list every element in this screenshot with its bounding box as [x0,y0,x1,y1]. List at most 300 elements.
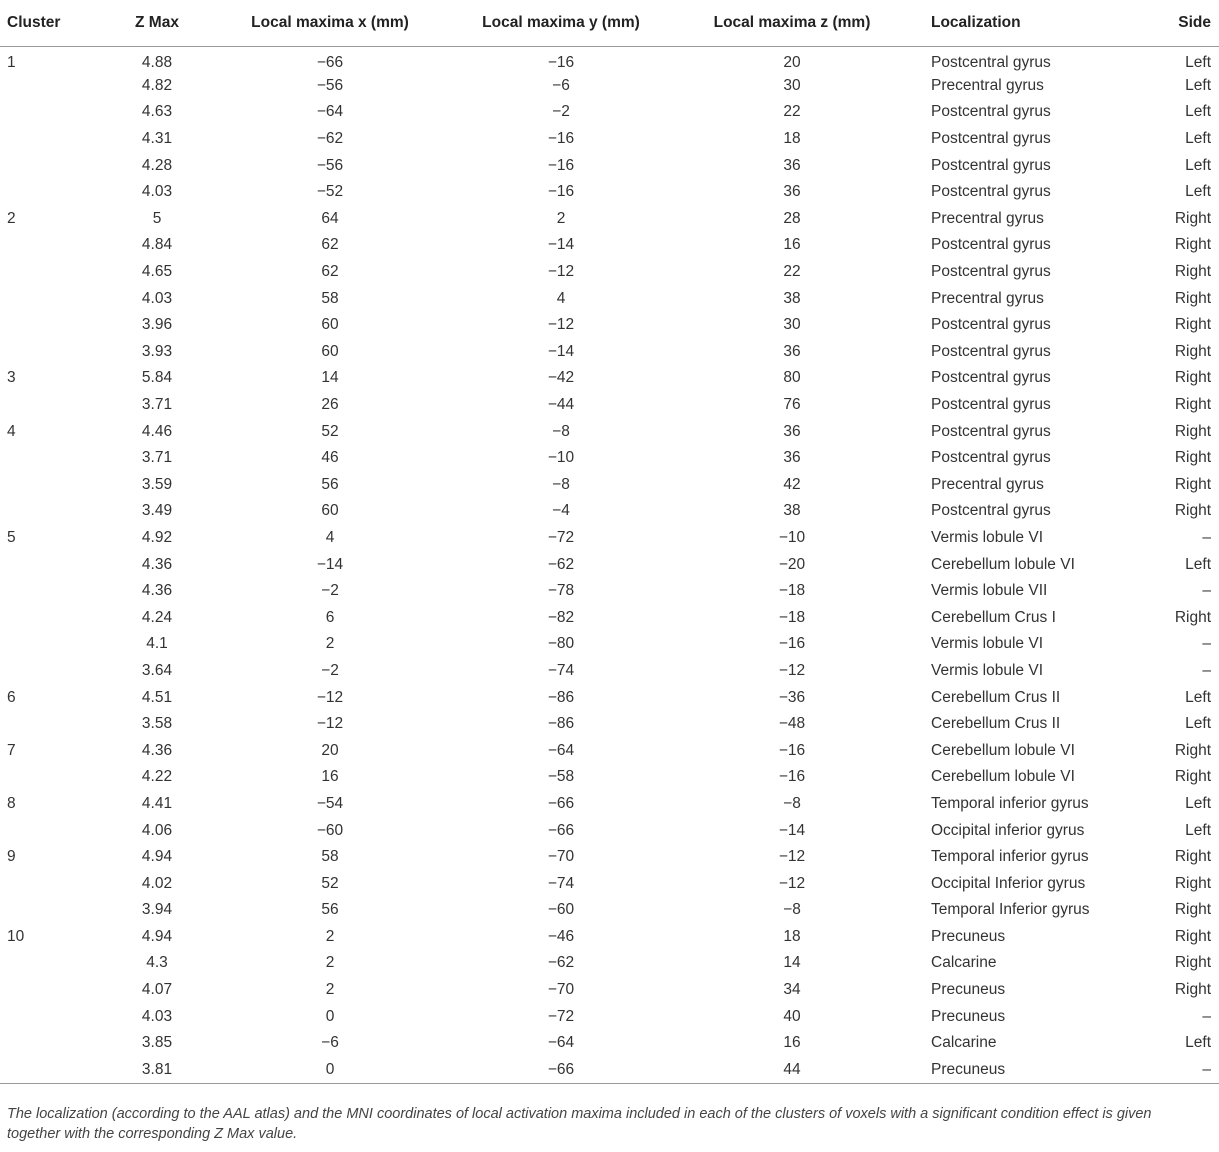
cell-zmax: 4.36 [141,741,173,759]
cell-cluster [0,498,119,525]
cell-cluster [0,764,119,791]
cell-z: −16 [778,741,806,759]
cell-zmax: 4.07 [141,981,173,999]
cell-zmax: 3.81 [119,1057,195,1084]
cell-localization: Vermis lobule VII [931,582,1048,600]
cell-zmax: 4.03 [141,289,173,307]
cell-zmax: 3.71 [141,449,173,467]
cell-z: 36 [783,183,801,201]
cell-localization: Temporal inferior gyrus [931,794,1089,812]
cell-cluster: 7 [7,741,16,759]
cell-zmax: 4.02 [141,874,173,892]
cell-localization: Precuneus [931,1007,1006,1025]
cell-localization: Postcentral gyrus [931,53,1051,71]
cell-z: 20 [783,53,801,71]
cell-cluster: 8 [7,794,16,812]
cell-x: −12 [316,715,344,733]
cell-x: 6 [325,608,335,626]
cell-cluster [0,99,119,126]
cell-z: 36 [783,449,801,467]
header-cluster: Cluster [0,0,119,46]
cell-localization: Calcarine [931,954,997,972]
cell-y: −16 [547,156,575,174]
table-row [0,551,1219,578]
cell-cluster [0,711,119,738]
cell-z: −14 [778,821,806,839]
cell-y: −6 [552,76,570,94]
cell-x: 52 [321,422,339,440]
cell-zmax: 4.28 [141,156,173,174]
cell-cluster [0,551,119,578]
table-row [0,897,1219,924]
cell-cluster [0,1003,119,1030]
cell-z: 22 [783,103,801,121]
table-row [0,658,1219,685]
cell-zmax: 4.3 [146,954,168,972]
cell-x: −12 [316,688,344,706]
cell-y: −80 [547,635,575,653]
cell-cluster [0,604,119,631]
cell-x: 56 [321,475,339,493]
cell-x: 0 [325,1007,335,1025]
cell-z: 30 [783,316,801,334]
cell-x: 20 [321,741,339,759]
cell-x: 0 [195,1057,465,1084]
cell-y: −78 [547,582,575,600]
cell-y: −64 [547,741,575,759]
cell-cluster [0,817,119,844]
cell-z: 34 [783,981,801,999]
cell-y: −74 [547,874,575,892]
cell-y: −10 [547,449,575,467]
cell-side: Right [1174,874,1211,892]
cell-side: Right [1174,901,1211,919]
table-footnote: The localization (according to the AAL atlas) and the MNI coordinates of local activation maxima included in each of the clusters of voxels with a significant condition effect is given together with the corresponding Z Max value. [7,1106,1152,1142]
cell-y: −70 [547,848,575,866]
cell-x: 62 [321,263,339,281]
cell-y: −16 [547,183,575,201]
cell-cluster [0,870,119,897]
table-row [0,1003,1219,1030]
cell-x: 62 [321,236,339,254]
cell-side: Left [1185,183,1211,201]
cell-cluster [0,152,119,179]
cell-z: −8 [783,901,801,919]
cell-cluster [0,658,119,685]
table-row [0,711,1219,738]
cell-x: 14 [321,369,339,387]
cell-z: −12 [778,848,806,866]
cell-zmax: 4.92 [141,528,173,546]
cell-side: Right [1174,449,1211,467]
cell-cluster [0,977,119,1004]
cell-side: Right [1174,422,1211,440]
cell-z: 76 [783,396,801,414]
cell-localization: Precentral gyrus [931,76,1044,94]
cell-z: −16 [778,635,806,653]
cell-x: −14 [316,555,344,573]
cell-x: 2 [325,954,335,972]
cell-side: – [1202,528,1211,546]
cell-localization: Cerebellum lobule VI [931,555,1075,573]
cell-cluster: 10 [7,927,25,945]
cell-cluster [0,73,119,100]
cell-y: −8 [552,422,570,440]
cell-x: 16 [321,768,339,786]
cell-side: Left [1185,794,1211,812]
cell-x: 4 [325,528,335,546]
header-side: Side [1121,0,1219,46]
cell-z: −48 [778,715,806,733]
cell-side: Right [1174,263,1211,281]
cell-x: −2 [321,661,339,679]
cell-side: Left [1185,715,1211,733]
cell-localization: Temporal inferior gyrus [931,848,1089,866]
cell-y: −82 [547,608,575,626]
cell-x: −2 [321,582,339,600]
cell-y: −2 [552,103,570,121]
cell-x: 2 [325,927,335,945]
cell-zmax: 4.24 [141,608,173,626]
cell-side: – [1202,1007,1211,1025]
cell-cluster [0,392,119,419]
table-row [0,1030,1219,1057]
table-row [0,259,1219,286]
cell-y: −64 [547,1034,575,1052]
cell-side: Left [1185,130,1211,148]
cell-zmax: 3.64 [141,661,173,679]
cell-cluster: 1 [7,53,16,71]
cell-zmax: 3.59 [141,475,173,493]
cell-cluster [0,578,119,605]
cell-side: Left [1185,688,1211,706]
cell-localization: Postcentral gyrus [931,156,1051,174]
cell-zmax: 4.1 [146,635,168,653]
cell-cluster: 5 [7,528,16,546]
table-row [0,817,1219,844]
cell-localization: Precuneus [931,981,1006,999]
table-row [0,578,1219,605]
cell-zmax: 4.36 [141,555,173,573]
table-row [0,924,1219,951]
cell-zmax: 4.41 [141,794,173,812]
cell-y: −66 [547,794,575,812]
cell-localization: Cerebellum lobule VI [931,741,1075,759]
cell-localization: Postcentral gyrus [931,449,1051,467]
cell-y: −72 [547,1007,575,1025]
cell-z: 40 [783,1007,801,1025]
cell-side: Right [1174,316,1211,334]
table-row [0,977,1219,1004]
cell-zmax: 5 [152,209,162,227]
header-localization: Localization [927,0,1121,46]
cell-z: −16 [778,768,806,786]
cell-cluster [0,631,119,658]
cell-localization: Postcentral gyrus [931,103,1051,121]
table-row [0,339,1219,366]
cell-x: 52 [321,874,339,892]
cell-x: 60 [321,316,339,334]
cell-z: 44 [657,1057,927,1084]
table-row [0,126,1219,153]
cell-zmax: 4.31 [141,130,173,148]
table-body [0,46,1219,1083]
table-row [0,472,1219,499]
cell-y: 2 [556,209,566,227]
table-row [0,498,1219,525]
cell-zmax: 4.03 [141,183,173,201]
cell-z: 38 [783,502,801,520]
cell-x: −56 [316,156,344,174]
cell-localization: Precuneus [931,927,1006,945]
cell-z: 80 [783,369,801,387]
cell-localization: Occipital Inferior gyrus [931,874,1086,892]
table-row [0,445,1219,472]
cell-z: 28 [783,209,801,227]
cell-z: 36 [783,156,801,174]
cell-side: Left [1185,1034,1211,1052]
table-row [0,844,1219,871]
cell-y: −12 [547,316,575,334]
cell-y: −70 [547,981,575,999]
cell-side: Left [1185,103,1211,121]
cell-localization: Cerebellum Crus II [931,688,1061,706]
cell-zmax: 4.03 [141,1007,173,1025]
cell-localization: Vermis lobule VI [931,661,1043,679]
cell-y: −72 [547,528,575,546]
cell-localization: Postcentral gyrus [931,342,1051,360]
cell-zmax: 4.82 [141,76,173,94]
cell-side: Right [1174,981,1211,999]
cell-side: Right [1174,209,1211,227]
cell-z: 16 [783,1034,801,1052]
cell-zmax: 4.63 [141,103,173,121]
cell-cluster: 9 [7,848,16,866]
cell-y: −16 [547,53,575,71]
cell-x: 58 [321,289,339,307]
cell-side: Right [1174,608,1211,626]
cell-x: 2 [325,635,335,653]
cell-localization: Postcentral gyrus [931,422,1051,440]
cell-side: Right [1174,475,1211,493]
cell-side: Right [1174,768,1211,786]
cell-y: −12 [547,263,575,281]
cell-y: −58 [547,768,575,786]
cell-zmax: 3.58 [141,715,173,733]
table-row [0,791,1219,818]
cell-zmax: 3.85 [141,1034,173,1052]
cell-z: −18 [778,582,806,600]
cell-x: −66 [316,53,344,71]
table-row [0,73,1219,100]
cell-y: −86 [547,715,575,733]
cell-zmax: 4.46 [141,422,173,440]
cell-z: 14 [783,954,801,972]
table-row [0,179,1219,206]
cell-localization: Vermis lobule VI [931,528,1043,546]
header-y: Local maxima y (mm) [465,0,657,46]
cell-x: −52 [316,183,344,201]
table-row [0,46,1219,73]
cell-cluster [0,472,119,499]
cell-zmax: 3.93 [141,342,173,360]
table-row [0,206,1219,233]
header-row [0,0,1219,46]
cell-localization: Temporal Inferior gyrus [931,901,1090,919]
cell-localization: Postcentral gyrus [931,263,1051,281]
cell-cluster [0,1030,119,1057]
cell-z: 42 [783,475,801,493]
table-row [0,418,1219,445]
cell-y: −8 [552,475,570,493]
cell-side: Right [1174,927,1211,945]
cell-cluster [0,339,119,366]
cell-side: Right [1174,741,1211,759]
cell-cluster [0,232,119,259]
cell-x: 46 [321,449,339,467]
cell-side: Right [1174,342,1211,360]
cell-z: 18 [783,130,801,148]
header-z: Local maxima z (mm) [657,0,927,46]
table-row [0,312,1219,339]
cell-y: −44 [547,396,575,414]
cell-localization: Postcentral gyrus [931,396,1051,414]
cell-y: −16 [547,130,575,148]
cell-y: −42 [547,369,575,387]
cell-z: −10 [778,528,806,546]
cell-localization: Cerebellum Crus II [931,715,1061,733]
cell-z: −20 [778,555,806,573]
table-row [0,764,1219,791]
cell-zmax: 4.22 [141,768,173,786]
cell-z: 36 [783,422,801,440]
cell-zmax: 3.96 [141,316,173,334]
cell-y: −4 [552,502,570,520]
cell-x: −6 [321,1034,339,1052]
cell-localization: Occipital inferior gyrus [931,821,1085,839]
cell-y: −86 [547,688,575,706]
cell-zmax: 4.06 [141,821,173,839]
cell-x: 56 [321,901,339,919]
header-zmax: Z Max [119,0,195,46]
cell-localization: Postcentral gyrus [931,502,1051,520]
cell-side: – [1202,661,1211,679]
cell-cluster [0,312,119,339]
cell-cluster [0,445,119,472]
cell-x: −60 [316,821,344,839]
cell-x: 60 [321,342,339,360]
table-row [0,392,1219,419]
cell-z: 18 [783,927,801,945]
cell-side: Left [1185,76,1211,94]
cell-localization: Cerebellum Crus I [931,608,1056,626]
table-row [0,285,1219,312]
cell-z: 36 [783,342,801,360]
cell-x: 2 [325,981,335,999]
cell-y: −60 [547,901,575,919]
cell-x: 58 [321,848,339,866]
cell-localization: Precuneus [927,1057,1121,1084]
cell-localization: Calcarine [931,1034,997,1052]
cell-side: Right [1174,396,1211,414]
cell-x: −54 [316,794,344,812]
table-row [0,1057,1219,1084]
cell-z: −12 [778,874,806,892]
cell-y: 4 [556,289,566,307]
cell-zmax: 4.51 [141,688,173,706]
cell-side: – [1121,1057,1219,1084]
cell-zmax: 3.71 [141,396,173,414]
cell-y: −62 [547,954,575,972]
table-row [0,232,1219,259]
cell-localization: Precentral gyrus [931,475,1044,493]
cell-x: 60 [321,502,339,520]
cell-cluster [0,1057,119,1084]
table-row [0,525,1219,552]
cell-cluster: 3 [7,369,16,387]
cell-y: −66 [547,821,575,839]
table-row [0,684,1219,711]
cell-z: −18 [778,608,806,626]
cell-side: Right [1174,848,1211,866]
cell-side: Left [1185,821,1211,839]
cell-cluster [0,259,119,286]
cell-zmax: 4.65 [141,263,173,281]
cell-z: 22 [783,263,801,281]
cell-side: Right [1174,954,1211,972]
cell-cluster [0,897,119,924]
cell-cluster [0,285,119,312]
cell-x: 64 [321,209,339,227]
cell-x: 26 [321,396,339,414]
cell-cluster [0,179,119,206]
cell-zmax: 3.94 [141,901,173,919]
cell-zmax: 4.84 [141,236,173,254]
cell-y: −14 [547,236,575,254]
cell-zmax: 4.36 [141,582,173,600]
cell-y: −62 [547,555,575,573]
cell-side: – [1202,582,1211,600]
cell-localization: Vermis lobule VI [931,635,1043,653]
cell-cluster [0,126,119,153]
cell-z: 38 [783,289,801,307]
cell-localization: Postcentral gyrus [931,183,1051,201]
cell-z: 16 [783,236,801,254]
cell-y: −74 [547,661,575,679]
cell-z: −8 [783,794,801,812]
cell-side: Right [1174,369,1211,387]
cell-localization: Precentral gyrus [931,209,1044,227]
cell-zmax: 5.84 [141,369,173,387]
cell-x: −62 [316,130,344,148]
cell-localization: Postcentral gyrus [931,130,1051,148]
cell-y: −66 [465,1057,657,1084]
cell-y: −14 [547,342,575,360]
table-row [0,950,1219,977]
cell-side: Right [1174,289,1211,307]
header-x: Local maxima x (mm) [195,0,465,46]
cell-zmax: 3.49 [141,502,173,520]
cell-zmax: 4.94 [141,927,173,945]
cell-side: – [1202,635,1211,653]
cell-side: Left [1185,156,1211,174]
cell-z: −36 [778,688,806,706]
cell-localization: Postcentral gyrus [931,369,1051,387]
cell-x: −64 [316,103,344,121]
cell-localization: Cerebellum lobule VI [931,768,1075,786]
cell-zmax: 4.88 [141,53,173,71]
table-row [0,737,1219,764]
